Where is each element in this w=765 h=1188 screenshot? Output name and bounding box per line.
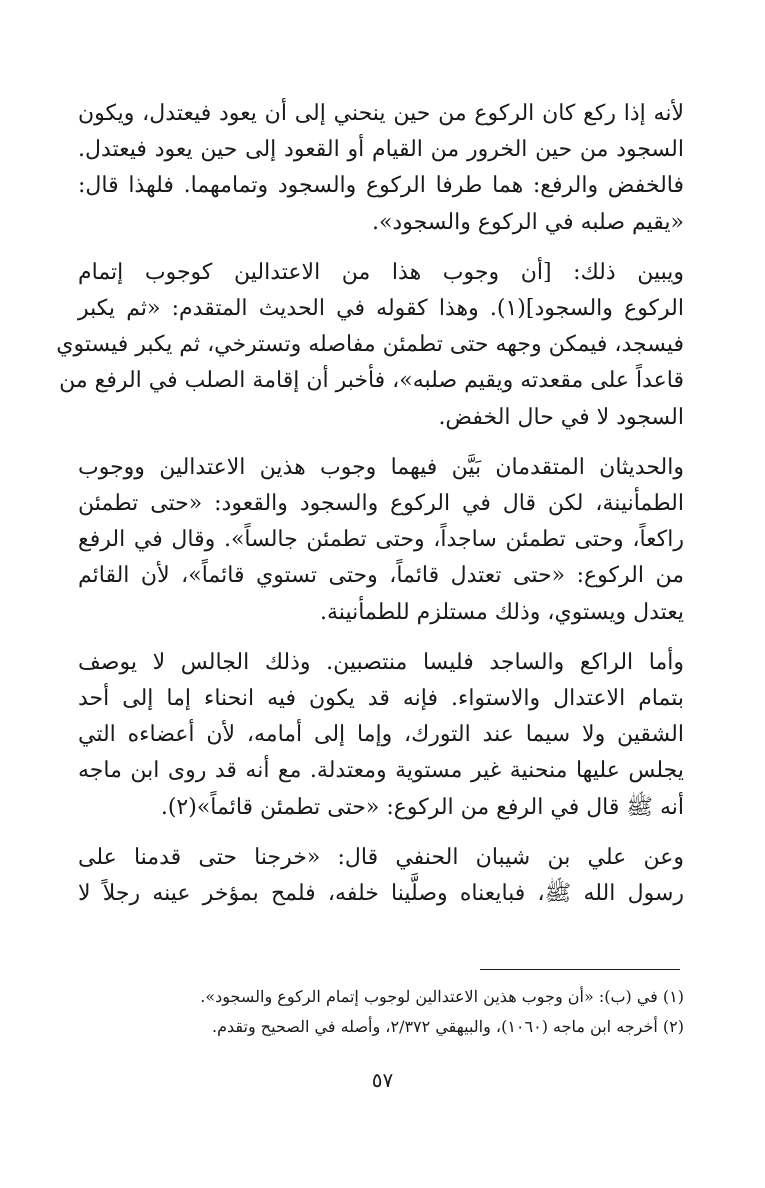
text-line: قاعداً على مقعدته ويقيم صلبه»، فأخبر أن إقامة الصلب في الرفع من [59, 368, 684, 394]
text-line: يجلس عليها منحنية غير مستوية ومعتدلة. مع أنه قد روى ابن ماجه [78, 758, 684, 784]
paragraph [56, 255, 684, 436]
paragraph [78, 840, 684, 912]
text-line: فالخفض والرفع: هما طرفا الركوع والسجود وتمامهما. فلهذا قال: [78, 173, 684, 199]
text-line: رسول الله ﷺ، فبايعناه وصلَّينا خلفه، فلمح بمؤخر عينه رجلاً لا [78, 881, 685, 907]
text-line: السجود من حين الخرور من القيام أو القعود إلى حين يعود فيعتدل. [78, 137, 684, 163]
text-line: ويبين ذلك: [أن وجوب هذا من الاعتدالين كوجوب إتمام [78, 259, 684, 285]
text-line: الشقين ولا سيما عند التورك، وإما إلى أمامه، لأن أعضاءه التي [78, 722, 684, 748]
text-line: وأما الراكع والساجد فليسا منتصبين. وذلك الجالس لا يوصف [78, 649, 684, 675]
text-line: لأنه إذا ركع كان الركوع من حين ينحني إلى أن يعود فيعتدل، ويكون [78, 101, 684, 126]
text-line: والحديثان المتقدمان بَيَّن فيهما وجوب هذين الاعتدالين ووجوب [78, 454, 684, 480]
footnote-1: (١) في (ب): «أن وجوب هذين الاعتدالين لوجوب إتمام الركوع والسجود». [200, 987, 684, 1006]
text-line: وعن علي بن شيبان الحنفي قال: «خرجنا حتى قدمنا على [78, 844, 684, 870]
text-line: بتمام الاعتدال والاستواء. فإنه قد يكون فيه انحناء إما إلى أحد [78, 686, 684, 712]
text-line: راكعاً، وحتى تطمئن ساجداً، وحتى تطمئن جالساً». وقال في الرفع [78, 527, 684, 553]
footnote-2: (٢) أخرجه ابن ماجه (١٠٦٠)، والبيهقي ٢/٣٧٢، وأصله في الصحيح وتقدم. [212, 1017, 684, 1036]
page-number: ٥٧ [371, 1068, 394, 1092]
footnote-separator [480, 969, 680, 970]
text-line: الطمأنينة، لكن قال في الركوع والسجود والقعود: «حتى تطمئن [78, 491, 684, 517]
text-line: أنه ﷺ قال في الرفع من الركوع: «حتى تطمئن قائماً»(٢). [160, 794, 684, 820]
main-text [56, 96, 685, 926]
paragraph [78, 450, 684, 631]
paragraph [78, 645, 684, 826]
text-line: الركوع والسجود](١). وهذا كقوله في الحديث المتقدم: «ثم يكبر [78, 296, 684, 322]
text-line: السجود لا في حال الخفض. [438, 404, 684, 430]
text-line: من الركوع: «حتى تعتدل قائماً، وحتى تستوي قائماً»، لأن القائم [78, 563, 684, 589]
text-line: «يقيم صلبه في الركوع والسجود». [371, 209, 684, 235]
paragraph [78, 96, 684, 241]
text-line: فيسجد، فيمكن وجهه حتى تطمئن مفاصله وتسترخي، ثم يكبر فيستوي [56, 332, 684, 358]
footnotes [78, 982, 684, 1042]
text-line: يعتدل ويستوي، وذلك مستلزم للطمأنينة. [320, 599, 684, 625]
